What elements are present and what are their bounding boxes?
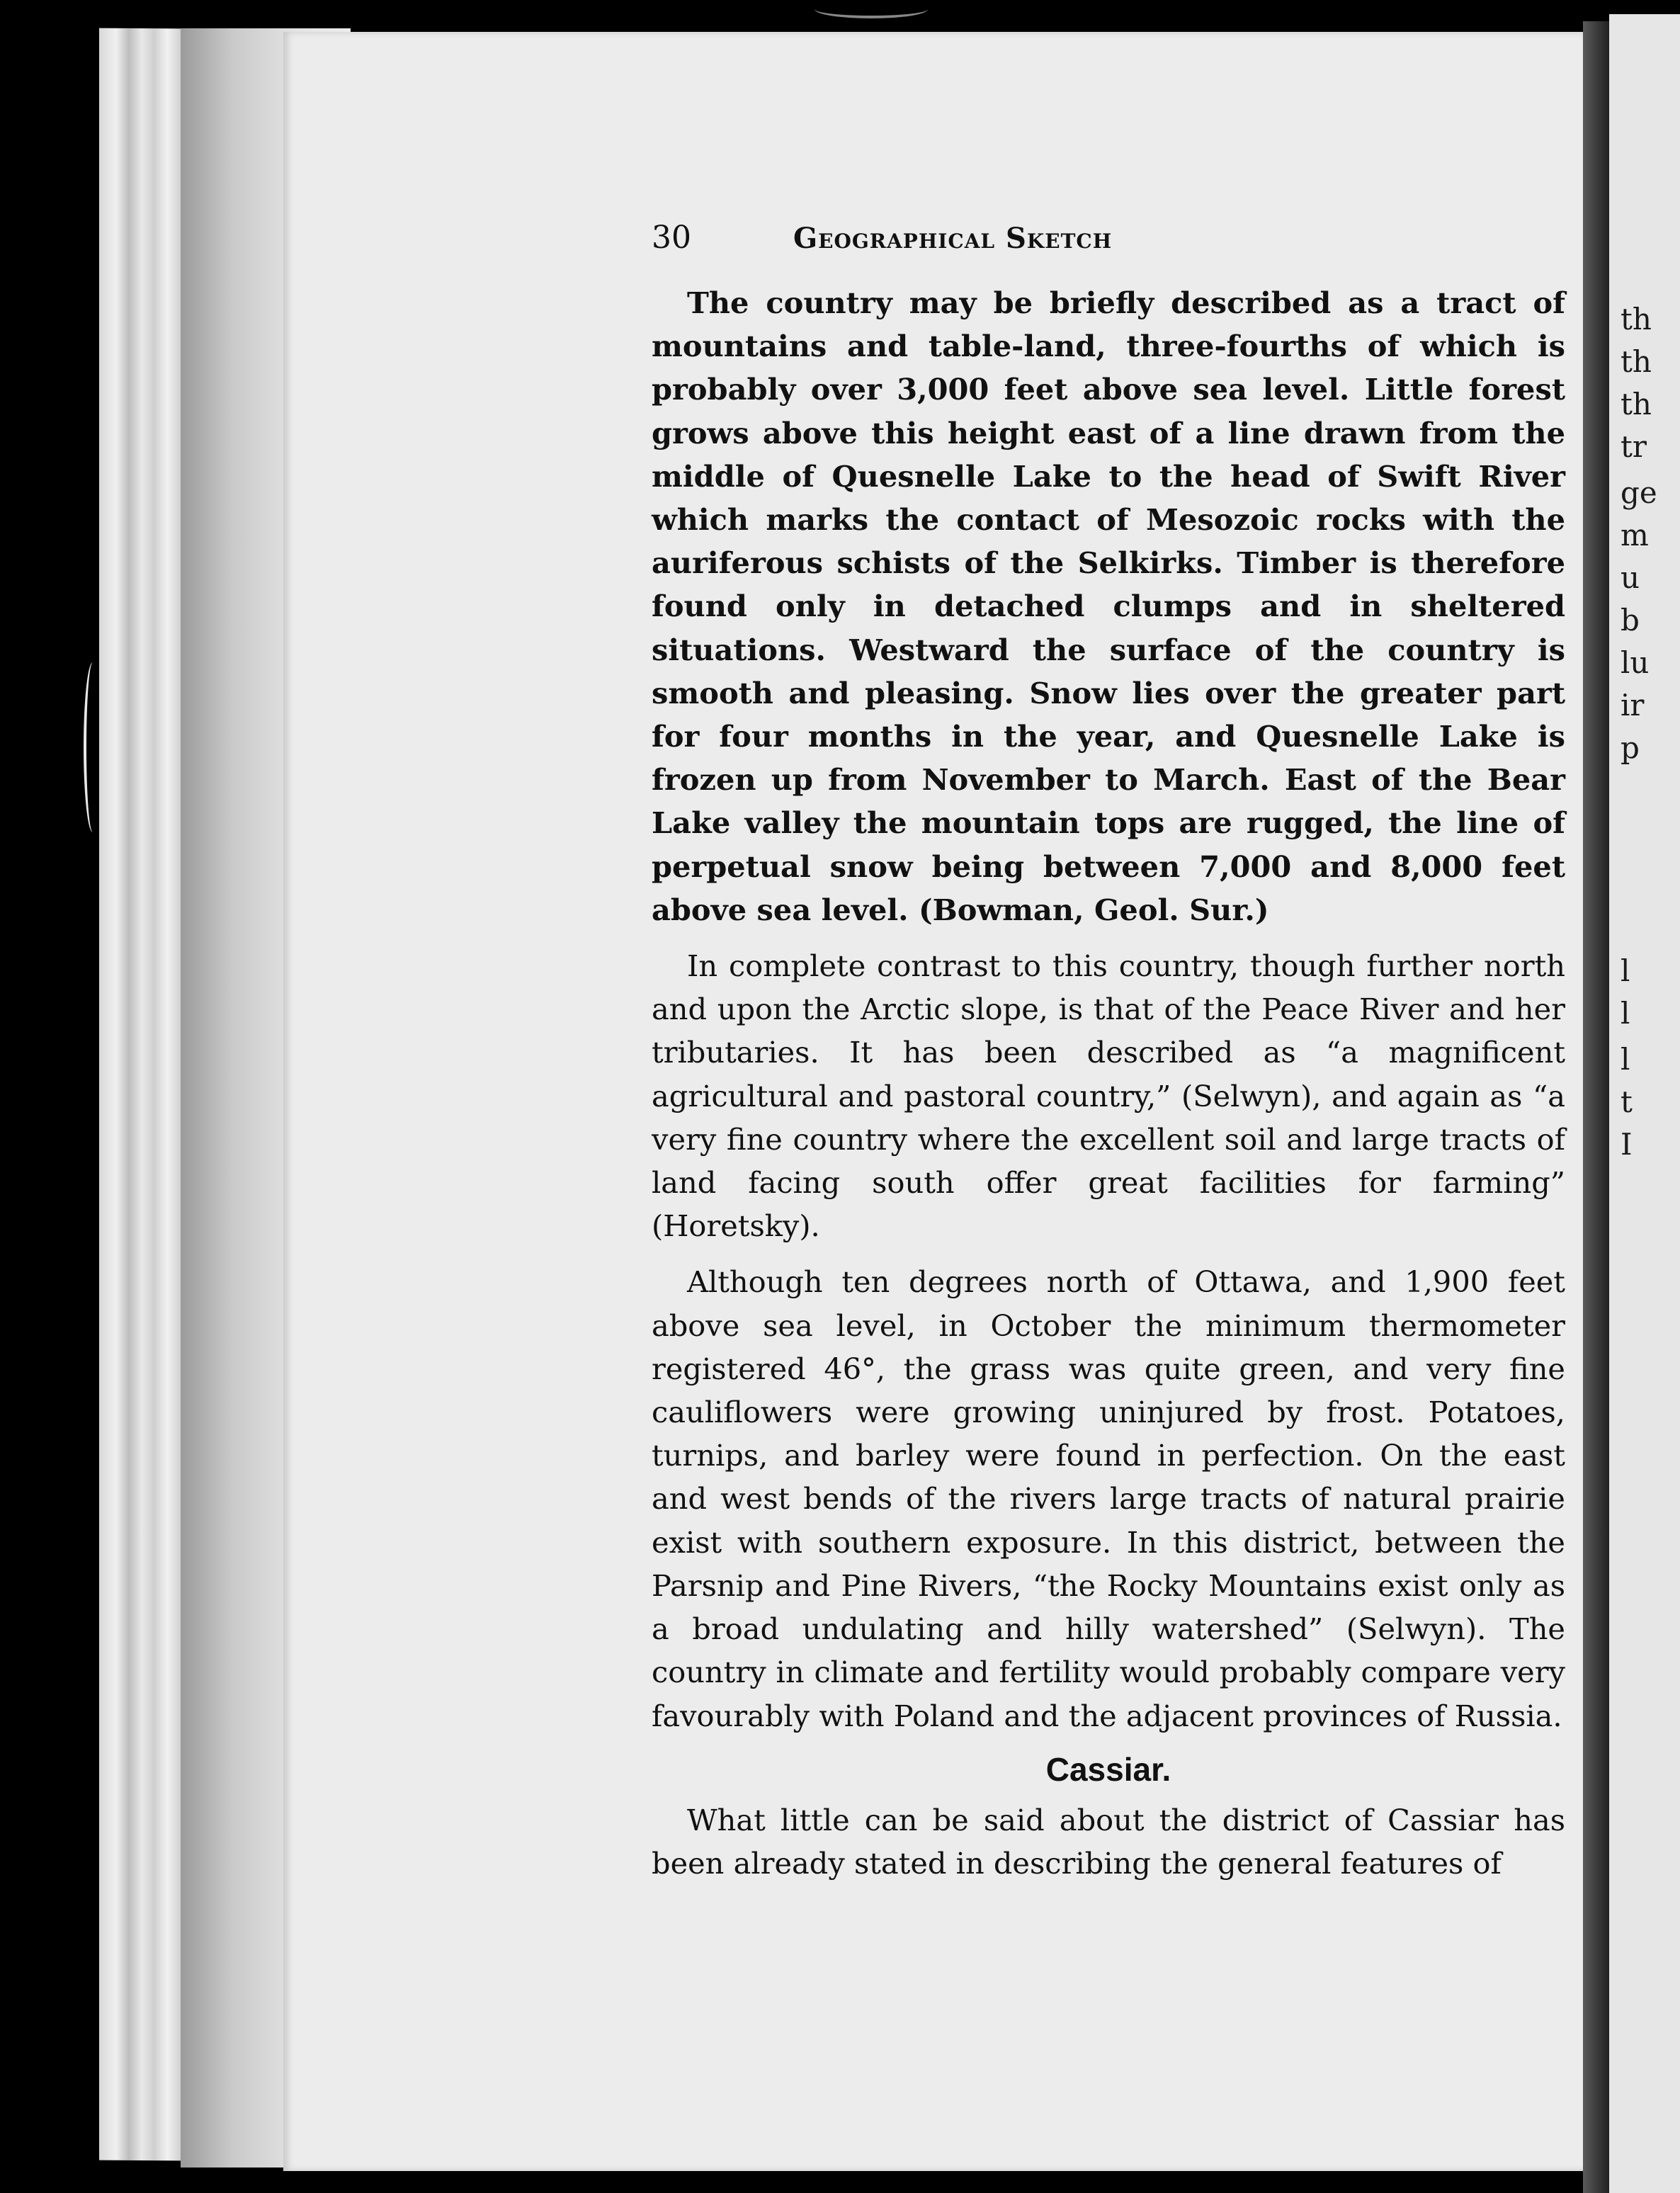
page-text [652, 220, 1565, 1898]
page-stack-edges [99, 28, 184, 2161]
paragraph-2: In complete contrast to this country, though further north and upon the Arctic slope, is that of the Peace River and her tributaries. It has been described as “a magnificent agricultural and pastoral country,” (Selwyn), and again as “a very fine country where the excellent soil and large tracts of land facing south offer great facilities for farming” (Horetsky). [652, 948, 1565, 1244]
facing-page-fragment: ir [1621, 688, 1645, 722]
facing-page-fragment: ge [1621, 475, 1657, 510]
running-head: Geographical Sketch [793, 222, 1113, 255]
facing-page-fragment: I [1621, 1127, 1633, 1162]
page-header [652, 220, 1565, 256]
facing-page-fragment: b [1621, 603, 1640, 638]
facing-page-fragment: th [1621, 302, 1652, 336]
facing-page-fragment: m [1621, 518, 1649, 552]
facing-page-fragment: l [1621, 1042, 1630, 1077]
facing-page-fragment: tr [1621, 429, 1647, 464]
facing-page-fragment: p [1621, 730, 1640, 765]
facing-page-sliver [1609, 14, 1680, 2193]
facing-page-fragment: th [1621, 387, 1652, 421]
facing-page-fragment: t [1621, 1084, 1633, 1119]
facing-page-fragment: u [1621, 560, 1640, 595]
facing-page-fragment: l [1621, 996, 1630, 1031]
facing-page-fragment: l [1621, 953, 1630, 988]
paragraph-3: Although ten degrees north of Ottawa, and 1,900 feet above sea level, in October the minimum thermometer registered 46°, the grass was quite green, and very fine cauliflowers were growing uninjured by frost. Potatoes, turnips, and barley were found in perfection. On the east and west bends of the rivers large tracts of natural prairie exist with southern exposure. In this district, between the Parsnip and Pine Rivers, “the Rocky Mountains exist only as a broad undulating and hilly watershed” (Selwyn). The country in climate and fertility would probably compare very favourably with Poland and the adjacent provinces of Russia. [652, 1264, 1565, 1733]
scan-smudge [815, 0, 928, 18]
book-gutter [1583, 21, 1611, 2193]
section-heading-cassiar: Cassiar. [1045, 1750, 1171, 1788]
page-edge-curl [84, 662, 102, 832]
page-number: 30 [652, 220, 691, 256]
paragraph-cassiar: What little can be said about the district of Cassiar has been already stated in describing the general features of [652, 1802, 1565, 1881]
paragraph-1: The country may be briefly described as a tract of mountains and table-land, three-fourths of which is probably over 3,000 feet above sea level. Little forest grows above this height east of a line drawn from the middle of Quesnelle Lake to the head of Swift River which marks the contact of Mesozoic rocks with the auriferous schists of the Selkirks. Timber is therefore found only in detached clumps and in sheltered situations. Westward the surface of the country is smooth and pleasing. Snow lies over the greater part for four months in the year, and Quesnelle Lake is frozen up from November to March. East of the Bear Lake valley the mountain tops are rugged, the line of perpetual snow being between 7,000 and 8,000 feet above sea level. (Bowman, Geol. Sur.) [652, 285, 1565, 927]
facing-page-fragment: th [1621, 344, 1652, 379]
facing-page-fragment: lu [1621, 645, 1650, 680]
